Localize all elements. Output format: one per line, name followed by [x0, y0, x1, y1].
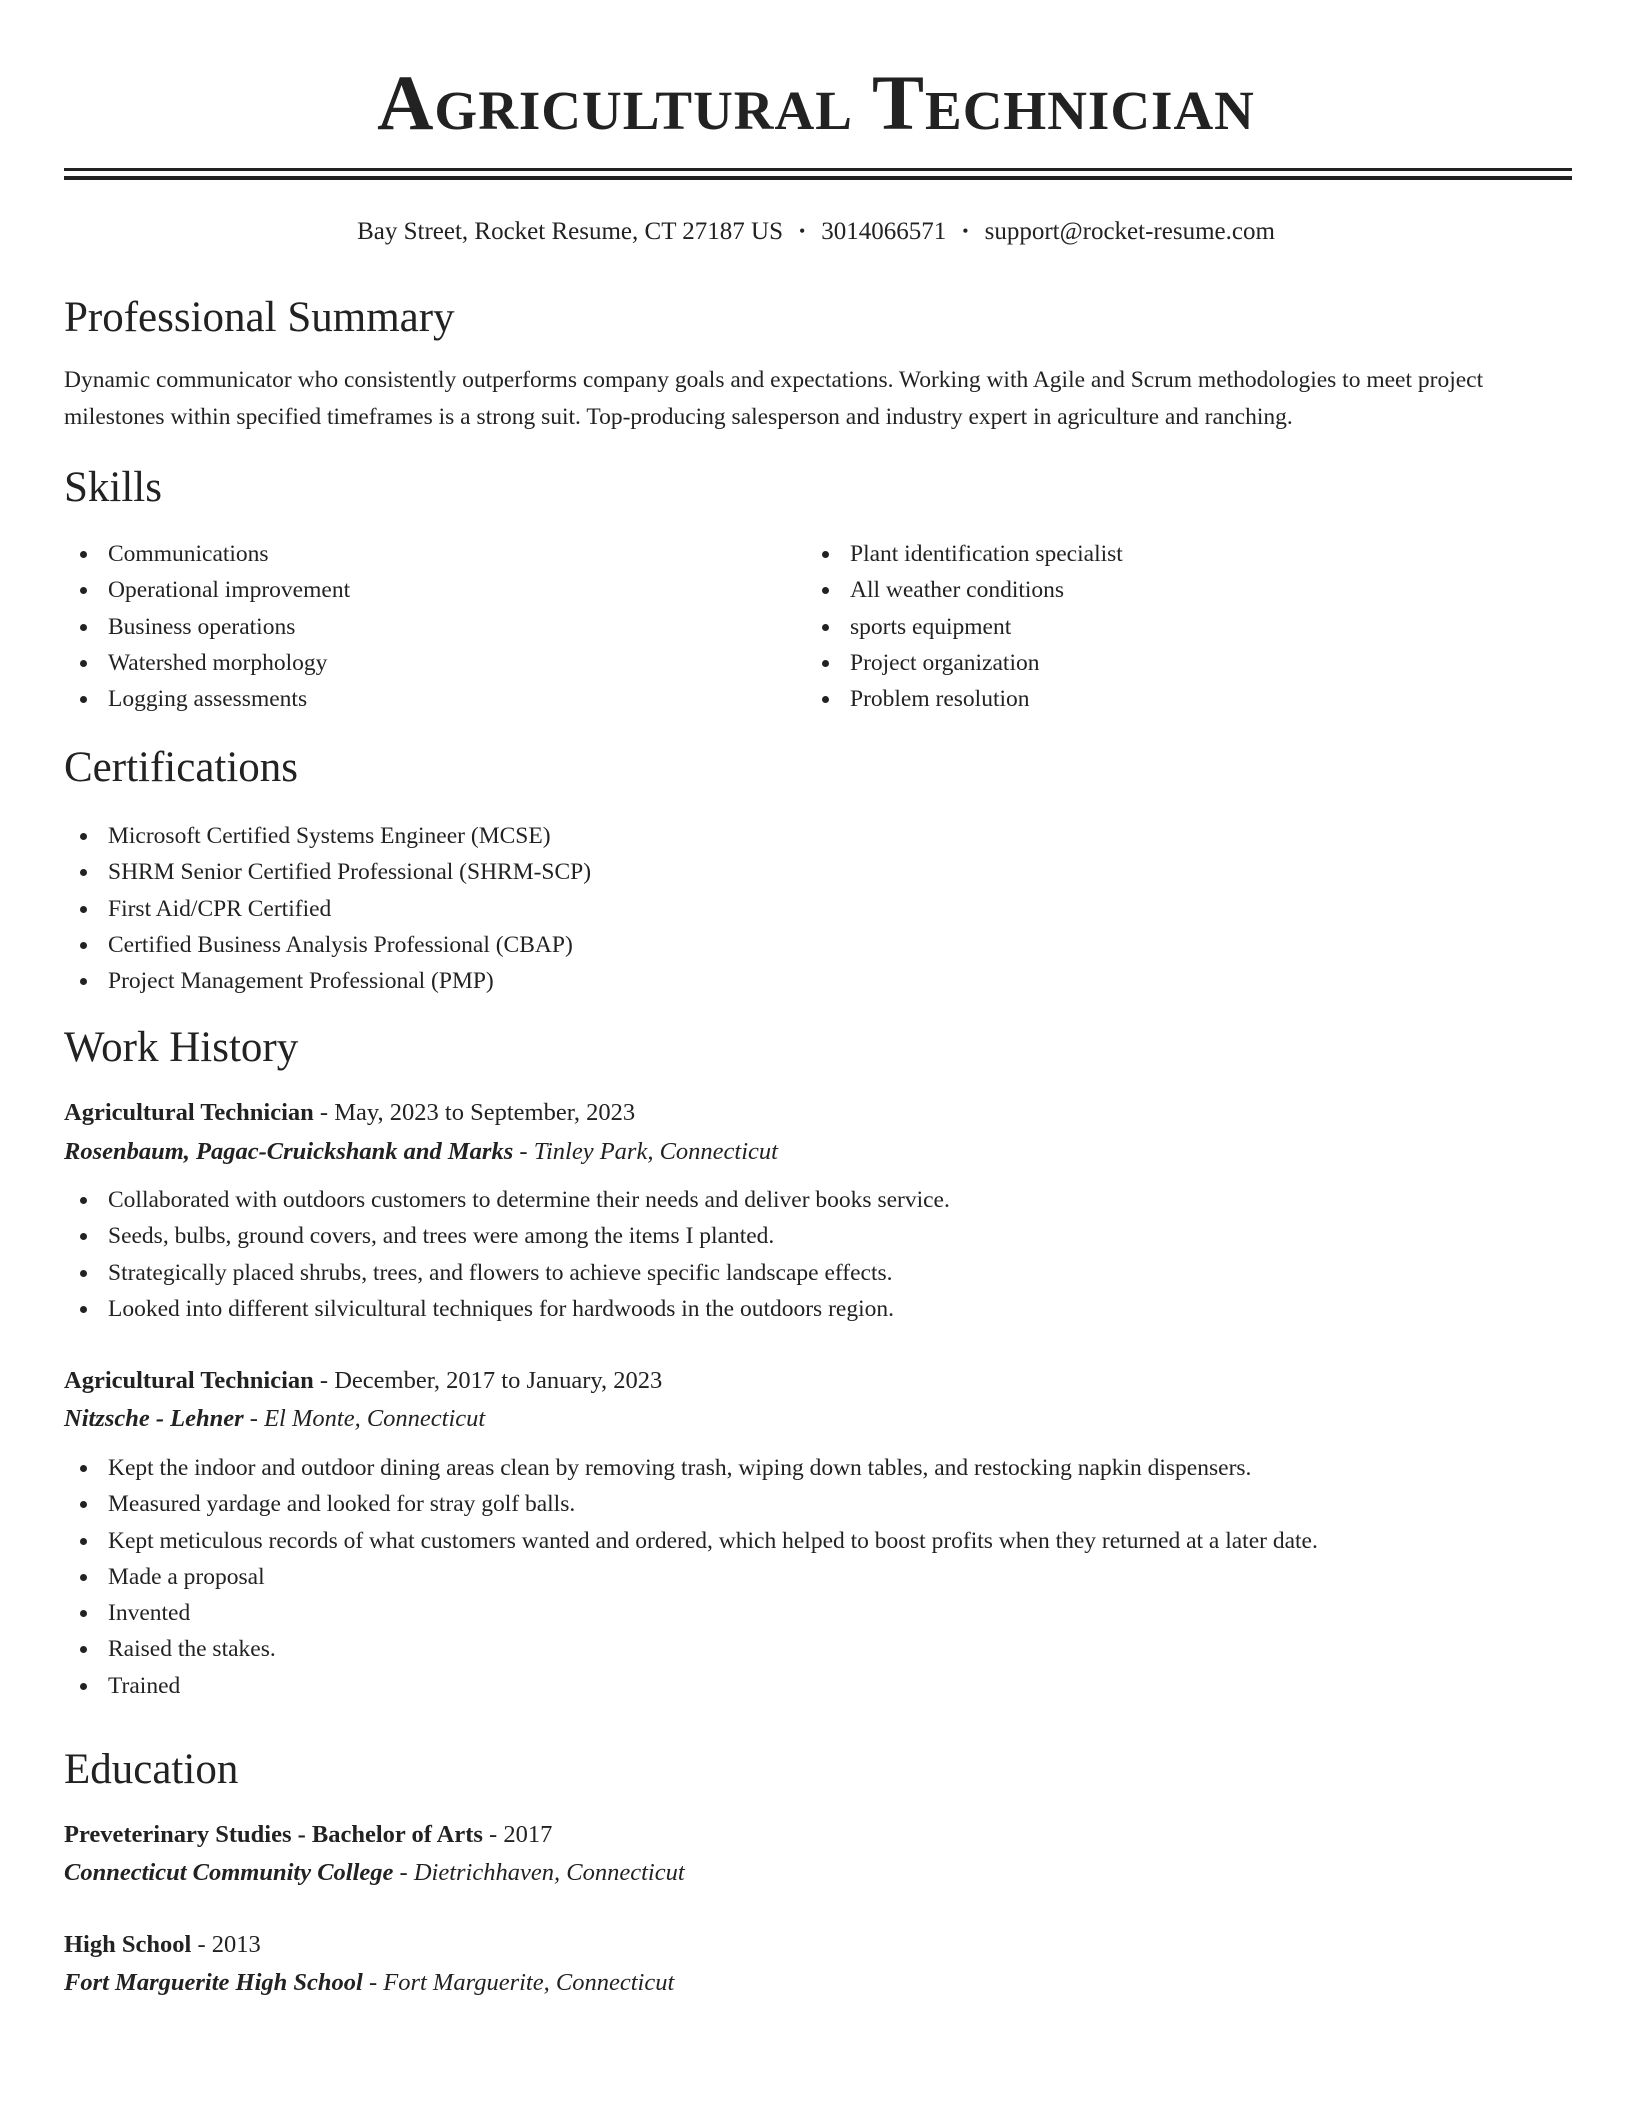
- education-school: Fort Marguerite High School: [64, 1969, 363, 1996]
- job-dash: -: [319, 1099, 329, 1126]
- education-school: Connecticut Community College: [64, 1859, 394, 1886]
- education-degree: High School: [64, 1931, 192, 1958]
- skill-item: Plant identification specialist: [806, 536, 1123, 572]
- contact-phone: 3014066571: [821, 218, 947, 245]
- job-bullet: Collaborated with outdoors customers to determine their needs and deliver books service.: [64, 1182, 950, 1218]
- education-dash: -: [489, 1821, 498, 1848]
- education-dash: -: [368, 1969, 378, 1996]
- job-title-line: [64, 1096, 635, 1130]
- skill-item: Logging assessments: [64, 681, 350, 717]
- certifications-heading: Certifications: [64, 744, 299, 791]
- job-bullet: Raised the stakes.: [64, 1631, 1318, 1667]
- job-company: Nitzsche - Lehner: [64, 1405, 244, 1432]
- contact-separator: •: [962, 221, 969, 241]
- job-bullet: Invented: [64, 1595, 1318, 1631]
- job-dates: December, 2017 to January, 2023: [334, 1367, 663, 1394]
- job-title: Agricultural Technician: [64, 1099, 314, 1126]
- education-dash: -: [399, 1859, 408, 1886]
- title-rule-top: [64, 168, 1572, 171]
- skill-item: Operational improvement: [64, 572, 350, 608]
- certification-item: Certified Business Analysis Professional (CBAP): [64, 927, 591, 963]
- certification-item: Project Management Professional (PMP): [64, 963, 591, 999]
- job-title: Agricultural Technician: [64, 1367, 314, 1394]
- job-title-line: [64, 1364, 662, 1398]
- education-school-line: [64, 1966, 674, 2000]
- job-bullets: [64, 1182, 950, 1327]
- certification-item: SHRM Senior Certified Professional (SHRM-SCP): [64, 854, 591, 890]
- title-rule-bottom: [64, 176, 1572, 180]
- skill-item: Project organization: [806, 645, 1123, 681]
- job-location: El Monte, Connecticut: [264, 1405, 486, 1432]
- job-bullet: Looked into different silvicultural techniques for hardwoods in the outdoors region.: [64, 1291, 950, 1327]
- skills-list-right: [806, 536, 1123, 717]
- job-bullet: Strategically placed shrubs, trees, and flowers to achieve specific landscape effects.: [64, 1255, 950, 1291]
- education-degree-line: [64, 1818, 552, 1852]
- education-degree: Preveterinary Studies - Bachelor of Arts: [64, 1821, 483, 1848]
- education-heading: Education: [64, 1746, 239, 1793]
- contact-separator: •: [798, 221, 806, 241]
- work-history-heading: Work History: [64, 1024, 299, 1071]
- job-bullet: Seeds, bulbs, ground covers, and trees were among the items I planted.: [64, 1218, 950, 1254]
- skill-item: Communications: [64, 536, 350, 572]
- job-dash: -: [519, 1138, 528, 1165]
- education-degree-line: [64, 1928, 261, 1962]
- skills-heading: Skills: [64, 464, 162, 511]
- skill-item: All weather conditions: [806, 572, 1123, 608]
- job-dash: -: [249, 1405, 258, 1432]
- education-location: Fort Marguerite, Connecticut: [383, 1969, 675, 1996]
- skill-item: Business operations: [64, 609, 350, 645]
- certification-item: First Aid/CPR Certified: [64, 891, 591, 927]
- certification-item: Microsoft Certified Systems Engineer (MCSE): [64, 818, 591, 854]
- contact-line: [0, 214, 1632, 249]
- job-bullets: [64, 1450, 1318, 1704]
- skills-list-left: [64, 536, 350, 717]
- job-company-line: [64, 1402, 485, 1436]
- summary-heading: Professional Summary: [64, 294, 455, 341]
- skill-item: sports equipment: [806, 609, 1123, 645]
- job-location: Tinley Park, Connecticut: [533, 1138, 778, 1165]
- job-dates: May, 2023 to September, 2023: [334, 1099, 636, 1126]
- job-company: Rosenbaum, Pagac-Cruickshank and Marks: [64, 1138, 514, 1165]
- summary-text: Dynamic communicator who consistently outperforms company goals and expectations. Working with Agile and Scrum methodologies to meet project milestones within specified timeframes is a strong suit. Top-producing salesperson and industry expert in agriculture and ranching.: [64, 367, 1484, 430]
- education-dash: -: [197, 1931, 206, 1958]
- contact-email: support@rocket-resume.com: [984, 218, 1275, 245]
- job-bullet: Made a proposal: [64, 1559, 1318, 1595]
- job-bullet: Kept meticulous records of what customers wanted and ordered, which helped to boost profits when they returned at a later date.: [64, 1523, 1318, 1559]
- education-year: 2017: [503, 1821, 553, 1848]
- job-bullet: Measured yardage and looked for stray golf balls.: [64, 1486, 1318, 1522]
- job-dash: -: [319, 1367, 329, 1394]
- education-location: Dietrichhaven, Connecticut: [413, 1859, 685, 1886]
- contact-address: Bay Street, Rocket Resume, CT 27187 US: [357, 218, 783, 245]
- job-bullet: Kept the indoor and outdoor dining areas clean by removing trash, wiping down tables, and restocking napkin dispensers.: [64, 1450, 1318, 1486]
- resume-title: Agricultural Technician: [377, 59, 1255, 146]
- certifications-list: [64, 818, 591, 999]
- education-school-line: [64, 1856, 685, 1890]
- job-bullet: Trained: [64, 1668, 1318, 1704]
- skill-item: Problem resolution: [806, 681, 1123, 717]
- job-company-line: [64, 1135, 778, 1169]
- skill-item: Watershed morphology: [64, 645, 350, 681]
- education-year: 2013: [211, 1931, 261, 1958]
